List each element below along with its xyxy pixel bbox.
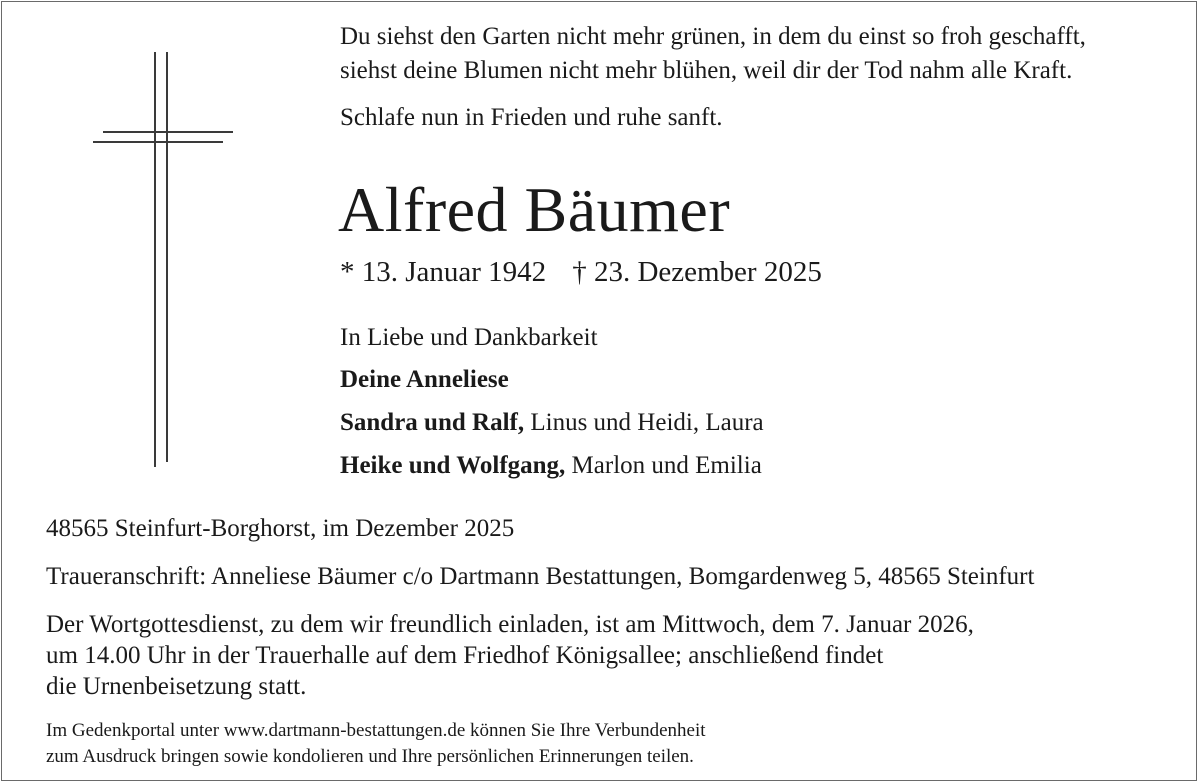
mourner-line-1 <box>340 363 509 397</box>
mourner-line-2 <box>340 406 764 440</box>
mourner-line-3-bold: Heike und Wolfgang, <box>340 452 566 479</box>
portal-line-1: Im Gedenkportal unter www.dartmann-bestattungen.de können Sie Ihre Verbundenheit <box>46 720 706 741</box>
deceased-name: Alfred Bäumer <box>338 174 731 245</box>
cross-icon <box>90 52 240 467</box>
mourner-line-3-rest: Marlon und Emilia <box>565 452 762 479</box>
place-date: 48565 Steinfurt-Borghorst, im Dezember 2025 <box>46 515 515 542</box>
mourner-line-2-bold: Sandra und Ralf, <box>340 409 525 436</box>
portal-line-2: zum Ausdruck bringen sowie kondolieren und Ihre persönlichen Erinnerungen teilen. <box>46 746 694 767</box>
life-dates <box>340 254 822 290</box>
birth-date: * 13. Januar 1942 <box>340 256 547 288</box>
portal-note <box>46 718 706 770</box>
poem-line-3: Schlafe nun in Frieden und ruhe sanft. <box>340 104 723 131</box>
service-info <box>46 609 974 702</box>
service-line-1: Der Wortgottesdienst, zu dem wir freundlich einladen, ist am Mittwoch, dem 7. Januar 2026, <box>46 611 974 638</box>
mourners-intro: In Liebe und Dankbarkeit <box>340 324 598 351</box>
mourner-line-1-bold: Deine Anneliese <box>340 366 509 393</box>
service-line-3: die Urnenbeisetzung statt. <box>46 673 307 700</box>
death-date: † 23. Dezember 2025 <box>572 256 822 288</box>
service-line-2: um 14.00 Uhr in der Trauerhalle auf dem Friedhof Königsallee; anschließend findet <box>46 642 884 669</box>
mourner-line-3 <box>340 449 762 483</box>
mourning-address: Traueranschrift: Anneliese Bäumer c/o Dartmann Bestattungen, Bomgardenweg 5, 48565 Steinfurt <box>46 563 1035 590</box>
poem-line-1: Du siehst den Garten nicht mehr grünen, in dem du einst so froh geschafft, <box>340 23 1086 50</box>
poem <box>340 20 1086 88</box>
mourner-line-2-rest: Linus und Heidi, Laura <box>524 409 764 436</box>
poem-line-2: siehst deine Blumen nicht mehr blühen, weil dir der Tod nahm alle Kraft. <box>340 57 1073 84</box>
